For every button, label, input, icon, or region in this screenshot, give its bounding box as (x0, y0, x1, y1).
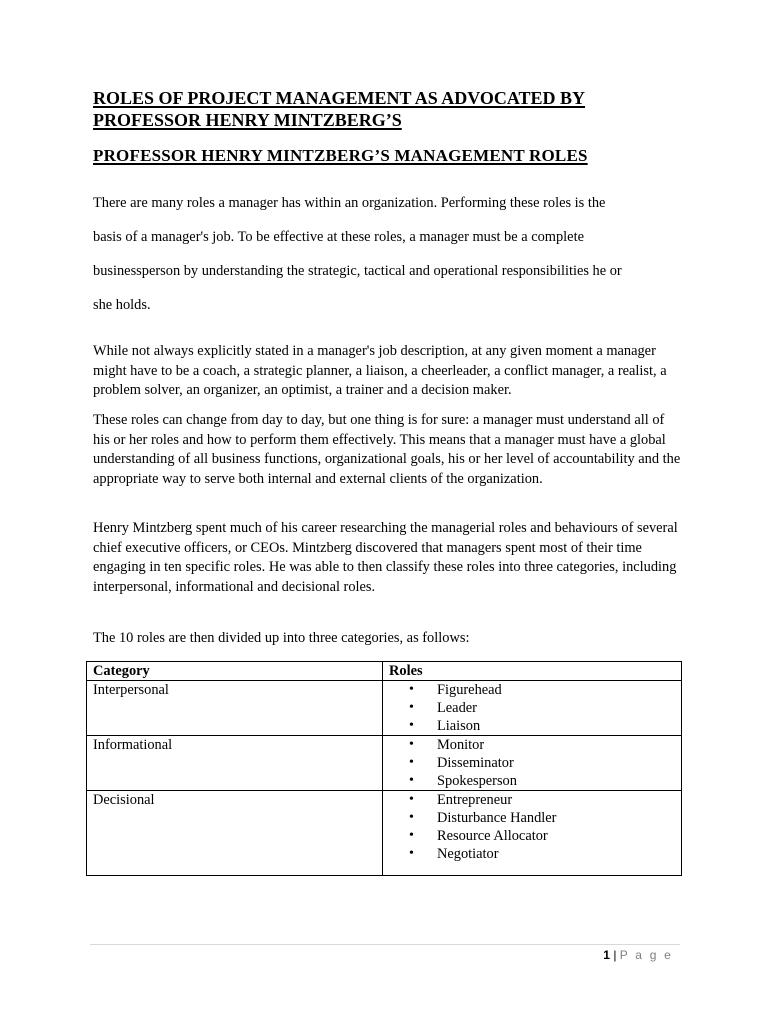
table-row (87, 736, 682, 791)
role-item: • Liaison (437, 717, 681, 735)
role-item: • Figurehead (437, 681, 681, 699)
role-item: • Leader (437, 699, 681, 717)
roles-cell (383, 681, 682, 736)
roles-cell (383, 791, 682, 876)
paragraph-table-intro: The 10 roles are then divided up into three categories, as follows: (93, 630, 470, 646)
section-heading: PROFESSOR HENRY MINTZBERG’S MANAGEMENT ROLES (93, 146, 588, 165)
paragraph-intro-line: basis of a manager's job. To be effective at these roles, a manager must be a complete (93, 229, 584, 245)
page-number: 1 (603, 948, 610, 962)
footer-separator: | (613, 948, 617, 962)
role-item: • Negotiator (437, 845, 681, 863)
roles-list (389, 791, 681, 863)
role-item: • Entrepreneur (437, 791, 681, 809)
roles-list (389, 681, 681, 735)
roles-table (86, 661, 682, 876)
paragraph-intro-line: she holds. (93, 297, 151, 313)
role-item: • Resource Allocator (437, 827, 681, 845)
roles-list (389, 736, 681, 790)
paragraph-manager-roles: While not always explicitly stated in a manager's job description, at any given moment a manager might have to be a coach, a strategic planner, a liaison, a cheerleader, a conflict manager, a realist, a problem solver, an organizer, an optimist, a trainer and a decision maker. (93, 343, 667, 398)
table-row (87, 791, 682, 876)
paragraph-mintzberg-research: Henry Mintzberg spent much of his career researching the managerial roles and behaviours of several chief executive officers, or CEOs. Mintzberg discovered that managers spent most of their time engaging in ten specific roles. He was able to then classify these roles into three categories, including interpersonal, informational and decisional roles. (93, 520, 678, 595)
roles-cell (383, 736, 682, 791)
table-header-row (87, 662, 682, 681)
page-label: P a g e (619, 948, 673, 962)
paragraph-intro-line: businessperson by understanding the strategic, tactical and operational responsibilities he or (93, 263, 622, 279)
role-item: • Spokesperson (437, 772, 681, 790)
document-title-line-2: PROFESSOR HENRY MINTZBERG’S (93, 110, 402, 130)
header-category: Category (87, 662, 383, 681)
role-item: • Monitor (437, 736, 681, 754)
paragraph-roles-change: These roles can change from day to day, but one thing is for sure: a manager must understand all of his or her roles and how to perform them effectively. This means that a manager must have a global understanding of all business functions, organizational goals, his or her level of accountability and the appropriate way to serve both internal and external clients of the organization. (93, 412, 681, 487)
table-row (87, 681, 682, 736)
footer-divider (90, 944, 680, 945)
document-title-line-1: ROLES OF PROJECT MANAGEMENT AS ADVOCATED BY (93, 88, 586, 108)
header-roles: Roles (383, 662, 682, 681)
category-cell: Decisional (87, 791, 383, 876)
page-footer (603, 948, 673, 962)
paragraph-intro-line: There are many roles a manager has within an organization. Performing these roles is the (93, 195, 606, 211)
category-cell: Informational (87, 736, 383, 791)
category-cell: Interpersonal (87, 681, 383, 736)
role-item: • Disseminator (437, 754, 681, 772)
role-item: • Disturbance Handler (437, 809, 681, 827)
